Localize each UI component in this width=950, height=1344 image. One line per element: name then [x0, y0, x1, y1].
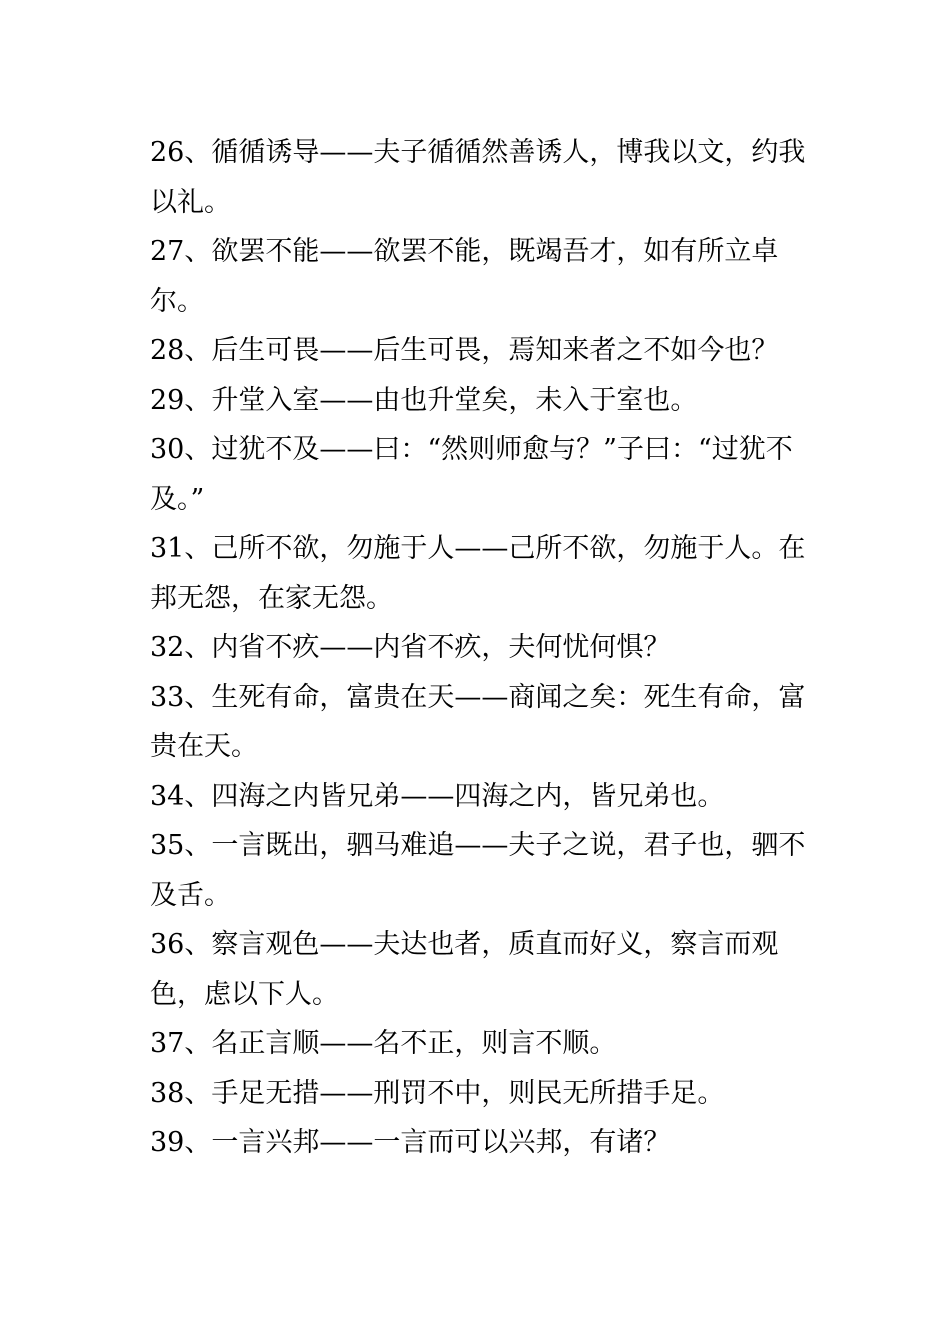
entry-28: 28、后生可畏——后生可畏，焉知来者之不如今也？ [150, 335, 779, 366]
entry-34: 34、四海之内皆兄弟——四海之内，皆兄弟也。 [150, 780, 725, 812]
entry-38: 38、手足无措——刑罚不中，则民无所措手足。 [150, 1077, 725, 1109]
entry-26: 26、循循诱导——夫子循循然善诱人，博我以文，约我以礼。 [150, 137, 806, 218]
entry-list [150, 128, 810, 1168]
entry-27: 27、欲罢不能——欲罢不能，既竭吾才，如有所立卓尔。 [150, 236, 779, 317]
entry-32: 32、内省不疚——内省不疚，夫何忧何惧？ [150, 632, 671, 663]
entry-29: 29、升堂入室——由也升堂矣，未入于室也。 [150, 384, 698, 416]
entry-35: 35、一言既出，驷马难追——夫子之说，君子也，驷不及舌。 [150, 830, 806, 911]
entry-30: 30、过犹不及——曰：“然则师愈与？”子曰：“过犹不及。” [150, 434, 793, 515]
entry-36: 36、察言观色——夫达也者，质直而好义，察言而观色，虑以下人。 [150, 929, 779, 1010]
entry-31: 31、己所不欲，勿施于人——己所不欲，勿施于人。在邦无怨，在家无怨。 [150, 533, 806, 614]
entry-33: 33、生死有命，富贵在天——商闻之矣：死生有命，富贵在天。 [150, 681, 806, 762]
entry-39: 39、一言兴邦——一言而可以兴邦，有诸？ [150, 1127, 671, 1158]
entry-37: 37、名正言顺——名不正，则言不顺。 [150, 1028, 617, 1059]
